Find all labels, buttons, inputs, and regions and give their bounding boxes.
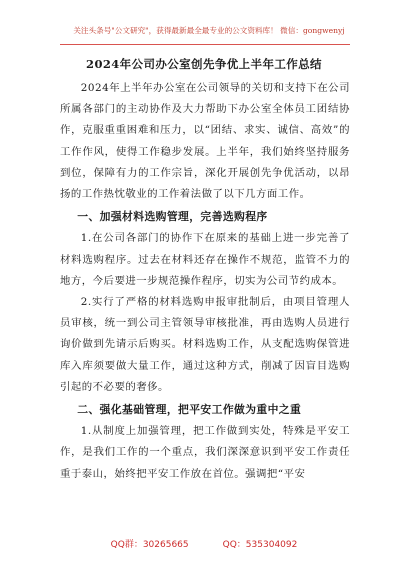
section-1-heading: 一、加强材料选购管理，完善选购程序	[77, 210, 268, 224]
intro-paragraph: 2024年上半年办公室在公司领导的关切和支持下在公司所属各部门的主动协作及大力帮助下办公室全体员工团结协作，克服重重困难和压力，以“团结、求实、诚信、高效”的工作作风，使得工作稳步发展。上半年，我们始终坚持服务到位，保障有力的工作宗旨，深化开展创先争优活动，以昂扬的工作热忱敬业的工作着法做了以下几方面工作。	[60, 82, 350, 201]
header-banner: 关注头条号"公文研究"，获得最新最全最专业的公文资料库！ 微信：gongwenyj	[73, 26, 345, 35]
section-1-paragraph-1: 1.在公司各部门的协作下在原来的基础上进一步完善了材料选购程序。过去在材料还存在操作不规范，监管不力的地方，今后要进一步规范操作程序，切实为公司节约成本。	[60, 232, 350, 287]
footer-contact	[0, 539, 408, 551]
footer-qq-group: QQ群：30265665	[110, 540, 189, 550]
header-divider	[60, 44, 350, 45]
document-body	[60, 78, 350, 485]
document-title: 2024年公司办公室创先争优上半年工作总结	[86, 57, 322, 71]
section-1-paragraph-2: 2.实行了严格的材料选购申报审批制后，由项目管理人员审核，统一到公司主管领导审核批准，再由选购人员进行询价做到先请示后购买。材料选购工作，从支配选购保管进库入库须要做大量工作，通过这种方式，削减了因盲目选购引起的不必要的奢侈。	[60, 296, 350, 393]
section-2-heading: 二、强化基础管理，把平安工作做为重中之重	[77, 403, 302, 417]
footer-qq-number: QQ：535304092	[222, 540, 298, 550]
section-2-paragraph-1: 1.从制度上加强管理，把工作做到实处，特殊是平安工作，是我们工作的一个重点，我们深深意识到平安工作责任重于泰山，始终把平安工作放在首位。强调把“平安	[60, 425, 350, 480]
